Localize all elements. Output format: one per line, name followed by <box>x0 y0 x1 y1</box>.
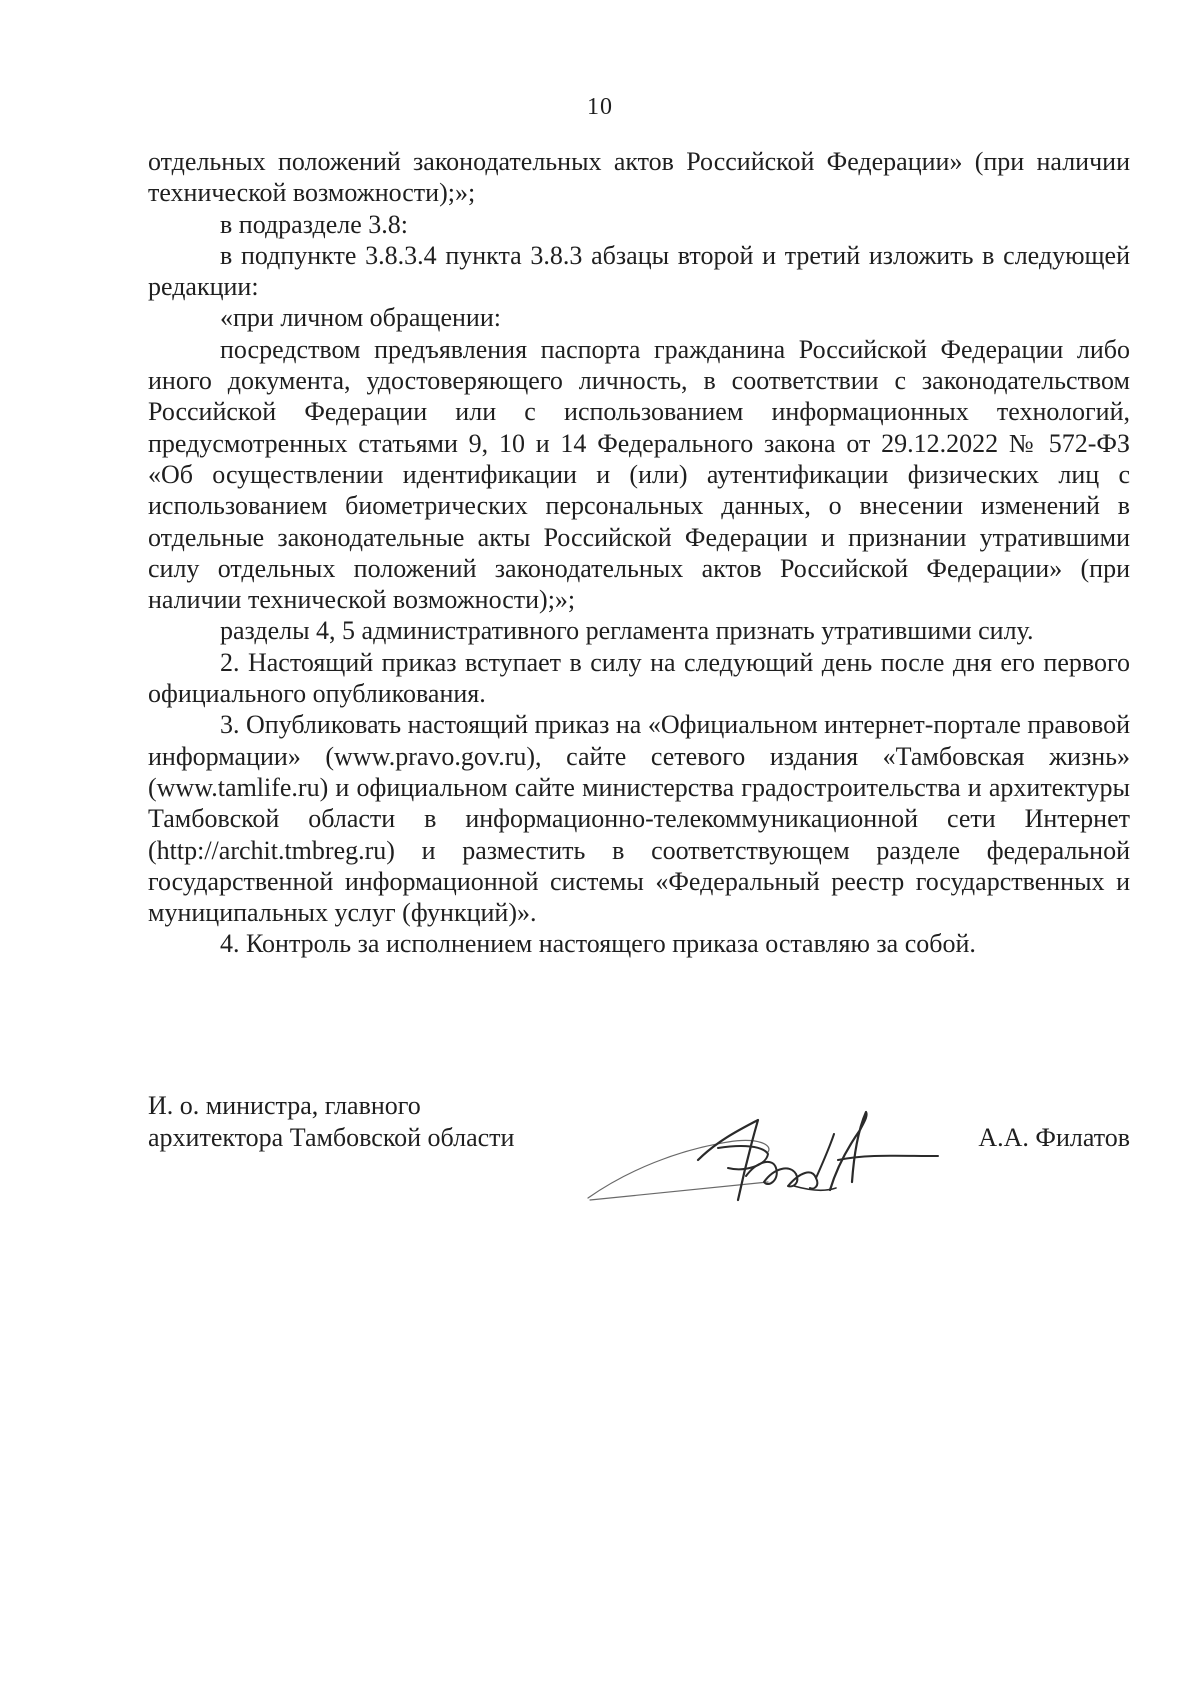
paragraph-7: 2. Настоящий приказ вступает в силу на следующий день после дня его первого официального опубликования. <box>148 647 1130 709</box>
paragraph-4: «при личном обращении: <box>220 303 501 333</box>
page-number: 10 <box>587 94 613 120</box>
paragraph-3: в подпункте 3.8.3.4 пункта 3.8.3 абзацы второй и третий изложить в следующей редакции: <box>148 240 1130 302</box>
paragraph-1: отдельных положений законодательных актов Российской Федерации» (при наличии технической возможности);»; <box>148 147 1130 208</box>
paragraph-5: посредством предъявления паспорта гражданина Российской Федерации либо иного документа, удостоверяющего личность, в соответствии с законодательством Российской Федерации или с использованием информационных технологий, предусмотренных статьями 9, 10 и 14 Федерального закона от 29.12.2022 № 572-ФЗ «Об осуществлении идентификации и (или) аутентификации физических лиц с использованием биометрических персональных данных, о внесении изменений в отдельные законодательные акты Российской Федерации и признании утратившими силу отдельных положений законодательных актов Российской Федерации» (при наличии технической возможности);»; <box>148 334 1130 615</box>
paragraph-8: 3. Опубликовать настоящий приказ на «Официальном интернет-портале правовой информации» (www.pravo.gov.ru), сайте сетевого издания «Тамбовская жизнь» (www.tamlife.ru) и официальном сайте министерства градостроительства и архитектуры Тамбовской области в информационно-телекоммуникационной сети Интернет (http://archit.tmbreg.ru) и разместить в соответствующем разделе федеральной государственной информационной системы «Федеральный реестр государственных и муниципальных услуг (функций)». <box>148 710 1130 928</box>
signer-title: И. о. министра, главного архитектора Тамбовской области <box>148 1091 515 1152</box>
signer-name: А.А. Филатов <box>978 1123 1130 1152</box>
document-body <box>148 146 1130 960</box>
paragraph-9: 4. Контроль за исполнением настоящего приказа оставляю за собой. <box>220 929 976 959</box>
paragraph-2: в подразделе 3.8: <box>220 209 409 239</box>
paragraph-6: разделы 4, 5 административного регламента признать утратившими силу. <box>220 616 1034 646</box>
signature-block <box>148 1090 1130 1220</box>
handwritten-signature <box>568 1090 1088 1220</box>
